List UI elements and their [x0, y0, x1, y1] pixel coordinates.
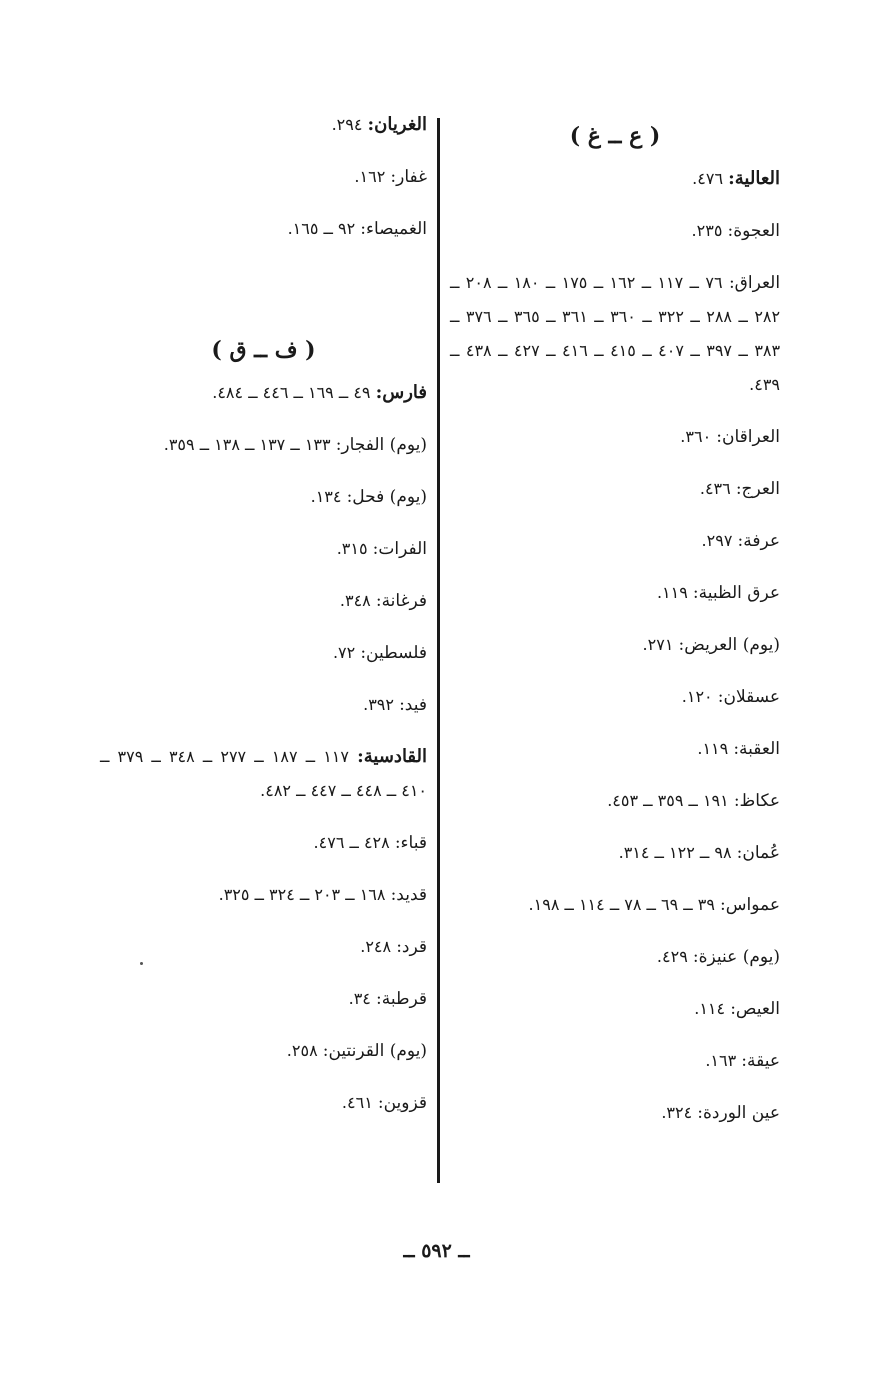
entry-page-references: ٣٢٤.	[661, 1103, 698, 1122]
entry-place-name: قرد:	[396, 937, 427, 957]
entry-place-name: الغريان:	[367, 114, 427, 135]
entry-place-name: عسقلان:	[717, 687, 780, 707]
entry-place-name: (يوم) الفجار:	[335, 435, 427, 455]
entry-place-name: فلسطين:	[360, 643, 427, 663]
index-entry	[450, 472, 780, 506]
entry-place-name: غفار:	[390, 167, 427, 187]
page-number: ــ ٥٩٢ ــ	[403, 1240, 470, 1262]
entry-page-references: ٢٧١.	[642, 635, 679, 654]
entry-place-name: (يوم) العريض:	[678, 635, 780, 655]
index-entry	[100, 878, 427, 912]
entry-page-references: ٤٣٦.	[699, 479, 736, 498]
entry-place-name: العراقان:	[716, 427, 780, 447]
index-entry	[100, 108, 427, 142]
index-entry	[450, 732, 780, 766]
entry-page-references: ١١٩.	[697, 739, 734, 758]
index-entry	[450, 1044, 780, 1078]
entry-page-references: ٢٤٨.	[360, 937, 397, 956]
index-entry	[100, 982, 427, 1016]
entry-page-references: ٤٦١.	[341, 1093, 378, 1112]
index-entry	[100, 930, 427, 964]
entry-page-references: ١١٩.	[656, 583, 693, 602]
entry-page-references: ٤٢٨ ــ ٤٧٦.	[313, 833, 395, 852]
right-entries-list	[450, 162, 780, 1130]
index-entry	[450, 576, 780, 610]
entry-page-references: ٣٦٠.	[680, 427, 717, 446]
index-entry	[450, 992, 780, 1026]
section-gap	[100, 264, 427, 322]
entry-page-references: ١٦٨ ــ ٢٠٣ ــ ٣٢٤ ــ ٣٢٥.	[218, 885, 391, 904]
print-speck	[140, 962, 143, 965]
entry-place-name: العرج:	[735, 479, 780, 499]
entry-page-references: ١٩١ ــ ٣٥٩ ــ ٤٥٣.	[607, 791, 734, 810]
entry-place-name: عمواس:	[720, 895, 780, 915]
index-entry	[100, 636, 427, 670]
index-entry	[100, 480, 427, 514]
entry-place-name: عرفة:	[737, 531, 780, 551]
entry-page-references: ٤٢٩.	[656, 947, 693, 966]
entry-place-name: (يوم) عنيزة:	[692, 947, 780, 967]
left-entries-list	[100, 376, 427, 1120]
entry-page-references: ٣٩ ــ ٦٩ ــ ٧٨ ــ ١١٤ ــ ١٩٨.	[528, 895, 721, 914]
entry-page-references: ٢٣٥.	[691, 221, 728, 240]
index-entry	[450, 214, 780, 248]
entry-place-name: العالية:	[728, 168, 780, 189]
entry-place-name: العقبة:	[733, 739, 780, 759]
index-entry	[450, 784, 780, 818]
index-entry	[100, 160, 427, 194]
index-entry	[100, 584, 427, 618]
index-entry	[450, 162, 780, 196]
entry-page-references: ٧٦ ــ ١١٧ ــ ١٦٢ ــ ١٧٥ ــ ١٨٠ ــ ٢٠٨ ــ ٢٨٢ ــ ٢٨٨ ــ ٣٢٢ ــ ٣٦٠ ــ ٣٦١ ــ ٣٦٥ ــ ٣٧٦ ــ ٣٨٣ ــ ٣٩٧ ــ ٤٠٧ ــ ٤١٥ ــ ٤١٦ ــ ٤٢٧ ــ ٤٣٨ ــ ٤٣٩.	[450, 273, 781, 394]
entry-page-references: ٣٤٨.	[339, 591, 376, 610]
entry-place-name: عيقة:	[741, 1051, 780, 1071]
index-entry	[450, 836, 780, 870]
index-entry	[450, 940, 780, 974]
entry-place-name: العجوة:	[727, 221, 780, 241]
entry-page-references: ١٦٣.	[705, 1051, 742, 1070]
entry-page-references: ٣٤.	[348, 989, 376, 1008]
entry-page-references: ٢٥٨.	[286, 1041, 323, 1060]
entry-place-name: (يوم) فحل:	[346, 487, 427, 507]
entry-page-references: ٢٩٤.	[331, 115, 368, 134]
index-column-left	[100, 108, 427, 1138]
entry-place-name: (يوم) القرنتين:	[322, 1041, 427, 1061]
entry-page-references: ١٣٤.	[310, 487, 347, 506]
entry-place-name: العيص:	[730, 999, 780, 1019]
index-entry	[100, 376, 427, 410]
entry-page-references: ١٣٣ ــ ١٣٧ ــ ١٣٨ ــ ٣٥٩.	[163, 435, 336, 454]
section-heading-fa-qaf: ( ف ــ ق )	[211, 337, 316, 363]
entry-place-name: عين الوردة:	[697, 1103, 780, 1123]
index-entry	[100, 532, 427, 566]
entry-place-name: العراق:	[728, 273, 781, 293]
entry-page-references: ٣٩٢.	[363, 695, 400, 714]
index-column-right	[450, 108, 780, 1148]
left-entries-top-list	[100, 108, 427, 246]
entry-page-references: ١٢٠.	[681, 687, 718, 706]
entry-place-name: فارس:	[375, 382, 427, 403]
entry-place-name: فيد:	[399, 695, 427, 715]
index-entry	[100, 212, 427, 246]
index-entry	[450, 680, 780, 714]
index-entry	[100, 740, 427, 808]
index-entry	[450, 888, 780, 922]
entry-page-references: ٩٢ ــ ١٦٥.	[287, 219, 361, 238]
index-entry	[100, 1086, 427, 1120]
entry-place-name: قرطبة:	[375, 989, 427, 1009]
index-entry	[100, 428, 427, 462]
entry-page-references: ٤٩ ــ ١٦٩ ــ ٤٤٦ ــ ٤٨٤.	[212, 383, 376, 402]
entry-page-references: ٧٢.	[332, 643, 361, 662]
entry-place-name: فرغانة:	[375, 591, 427, 611]
entry-place-name: قباء:	[394, 833, 427, 853]
entry-place-name: قديد:	[390, 885, 427, 905]
index-entry	[100, 826, 427, 860]
entry-page-references: ١١٧ ــ ١٨٧ ــ ٢٧٧ ــ ٣٤٨ ــ ٣٧٩ ــ ٤١٠ ــ ٤٤٨ ــ ٤٤٧ ــ ٤٨٢.	[100, 747, 427, 800]
entry-page-references: ١٦٢.	[354, 167, 391, 186]
entry-place-name: عُمان:	[736, 843, 780, 863]
entry-page-references: ١١٤.	[694, 999, 731, 1018]
section-heading-ain-ghain: ( ع ــ غ )	[569, 123, 661, 149]
index-entry	[450, 524, 780, 558]
entry-page-references: ٣١٥.	[336, 539, 373, 558]
entry-place-name: القادسية:	[357, 746, 428, 767]
index-entry	[450, 1096, 780, 1130]
entry-place-name: الغميصاء:	[360, 219, 427, 239]
entry-place-name: عكاظ:	[733, 791, 780, 811]
index-entry	[100, 1034, 427, 1068]
entry-place-name: عرق الظبية:	[692, 583, 780, 603]
index-entry	[450, 266, 780, 402]
index-entry	[450, 420, 780, 454]
entry-page-references: ٢٩٧.	[701, 531, 738, 550]
entry-place-name: قزوين:	[377, 1093, 427, 1113]
entry-page-references: ٤٧٦.	[692, 169, 729, 188]
entry-page-references: ٩٨ ــ ١٢٢ ــ ٣١٤.	[618, 843, 737, 862]
index-entry	[100, 688, 427, 722]
entry-place-name: الفرات:	[372, 539, 427, 559]
index-entry	[450, 628, 780, 662]
column-divider	[437, 118, 440, 1183]
